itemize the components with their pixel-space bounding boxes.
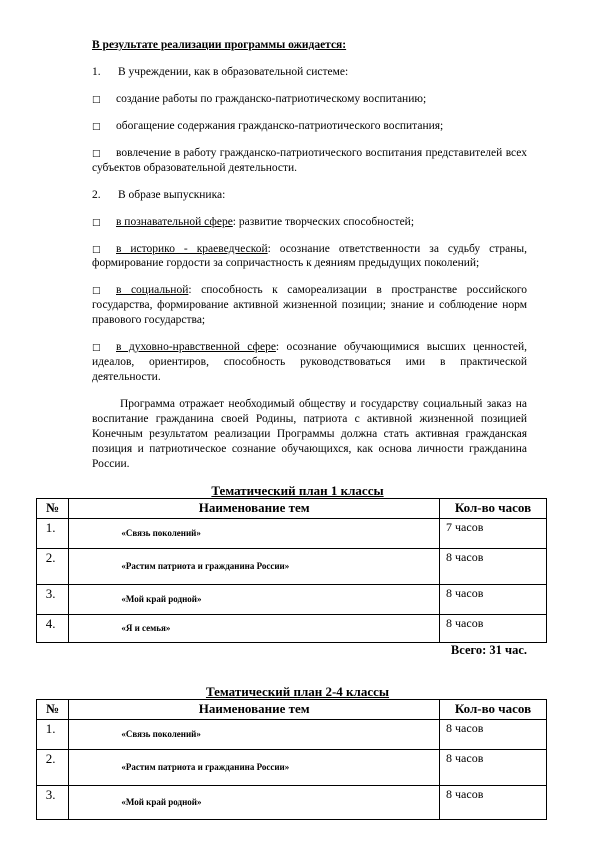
table-row: [37, 719, 547, 749]
header-num: №: [37, 499, 69, 519]
header-hours: Кол-во часов: [440, 499, 547, 519]
table-row: [37, 749, 547, 785]
list-item-label: в историко - краеведческой: [116, 242, 268, 255]
row-hours: 8 часов: [440, 584, 547, 614]
row-hours: 8 часов: [440, 719, 547, 749]
section-number: 1.: [92, 65, 101, 78]
section-title: В образе выпускника:: [118, 188, 226, 201]
row-theme: «Я и семья»: [69, 614, 440, 642]
list-item-label: в социальной: [116, 284, 189, 297]
list-item: [92, 242, 527, 272]
header-num: №: [37, 700, 69, 720]
table-row: [37, 548, 547, 584]
table-header-row: [37, 700, 547, 720]
header-hours: Кол-во часов: [440, 700, 547, 720]
table-row: [37, 614, 547, 642]
header-theme: Наименование тем: [69, 700, 440, 720]
row-hours: 8 часов: [440, 749, 547, 785]
list-item: [92, 146, 527, 176]
row-num: 3.: [37, 785, 69, 819]
row-hours: 7 часов: [440, 518, 547, 548]
section-title: В учреждении, как в образовательной системе:: [118, 65, 349, 78]
section-1-title: [92, 65, 527, 80]
bullet-icon: □: [92, 121, 101, 132]
section-2-title: [92, 188, 527, 203]
document-page: [92, 38, 527, 472]
bullet-icon: □: [92, 244, 101, 255]
list-item-text: создание работы по гражданско-патриотическому воспитанию;: [116, 92, 427, 105]
plan-2-title: Тематический план 2-4 классы: [205, 684, 390, 699]
plan-1-total: Всего: 31 час.: [450, 643, 527, 657]
list-item-text: : способность к самореализации в пространстве российского государства, формирование активной жизненной позиции; знание и соблюдение норм правового государства;: [92, 284, 528, 327]
list-item: [92, 340, 527, 385]
row-theme: «Связь поколений»: [69, 518, 440, 548]
row-num: 4.: [37, 614, 69, 642]
list-item-label: в духовно-нравственной сфере: [116, 341, 276, 354]
expectations-heading: В результате реализации программы ожидается:: [92, 39, 347, 51]
table-row: [37, 584, 547, 614]
bullet-icon: □: [92, 217, 101, 228]
row-hours: 8 часов: [440, 614, 547, 642]
row-theme: «Растим патриота и гражданина России»: [69, 548, 440, 584]
list-item-text: вовлечение в работу гражданско-патриотического воспитания представителей всех субъектов образовательной деятельности.: [92, 146, 527, 174]
row-num: 2.: [37, 749, 69, 785]
row-theme: «Растим патриота и гражданина России»: [69, 749, 440, 785]
row-hours: 8 часов: [440, 548, 547, 584]
bullet-icon: □: [92, 286, 101, 297]
list-item-text: : осознание обучающимися высших ценностей, идеалов, ориентиров, способность руководствоваться ими в практической деятельности.: [92, 341, 527, 384]
bullet-icon: □: [92, 343, 101, 354]
bullet-icon: □: [92, 94, 101, 105]
section-number: 2.: [92, 188, 101, 201]
list-item: [92, 119, 527, 134]
plan-2-table: [36, 699, 547, 820]
row-theme: «Связь поколений»: [69, 719, 440, 749]
list-item-text: : осознание ответственности за судьбу страны, формирование гордости за сопричастность к деяниям предыдущих поколений;: [92, 242, 527, 270]
row-num: 1.: [37, 518, 69, 548]
table-row: [37, 518, 547, 548]
list-item: [92, 283, 527, 328]
plan-1-table: [36, 498, 547, 643]
list-item-text: : развитие творческих способностей;: [232, 215, 415, 228]
bullet-icon: □: [92, 148, 101, 159]
list-item-text: обогащение содержания гражданско-патриотического воспитания;: [116, 119, 444, 132]
row-num: 2.: [37, 548, 69, 584]
row-theme: «Мой край родной»: [69, 584, 440, 614]
row-hours: 8 часов: [440, 785, 547, 819]
row-theme: «Мой край родной»: [69, 785, 440, 819]
header-theme: Наименование тем: [69, 499, 440, 519]
row-num: 1.: [37, 719, 69, 749]
summary-paragraph: Программа отражает необходимый обществу и государству социальный заказ на воспитание гражданина своей Родины, патриота с активной жизненной позицией Конечным результатом реализации Программы должна стать активная гражданская позиция и патриотическое сознание обучающихся, как основа личности гражданина России.: [92, 398, 527, 470]
row-num: 3.: [37, 584, 69, 614]
plan-1-title: Тематический план 1 классы: [211, 483, 384, 498]
list-item-label: в познавательной сфере: [116, 215, 233, 228]
table-header-row: [37, 499, 547, 519]
table-row: [37, 785, 547, 819]
list-item: [92, 215, 527, 230]
list-item: [92, 92, 527, 107]
